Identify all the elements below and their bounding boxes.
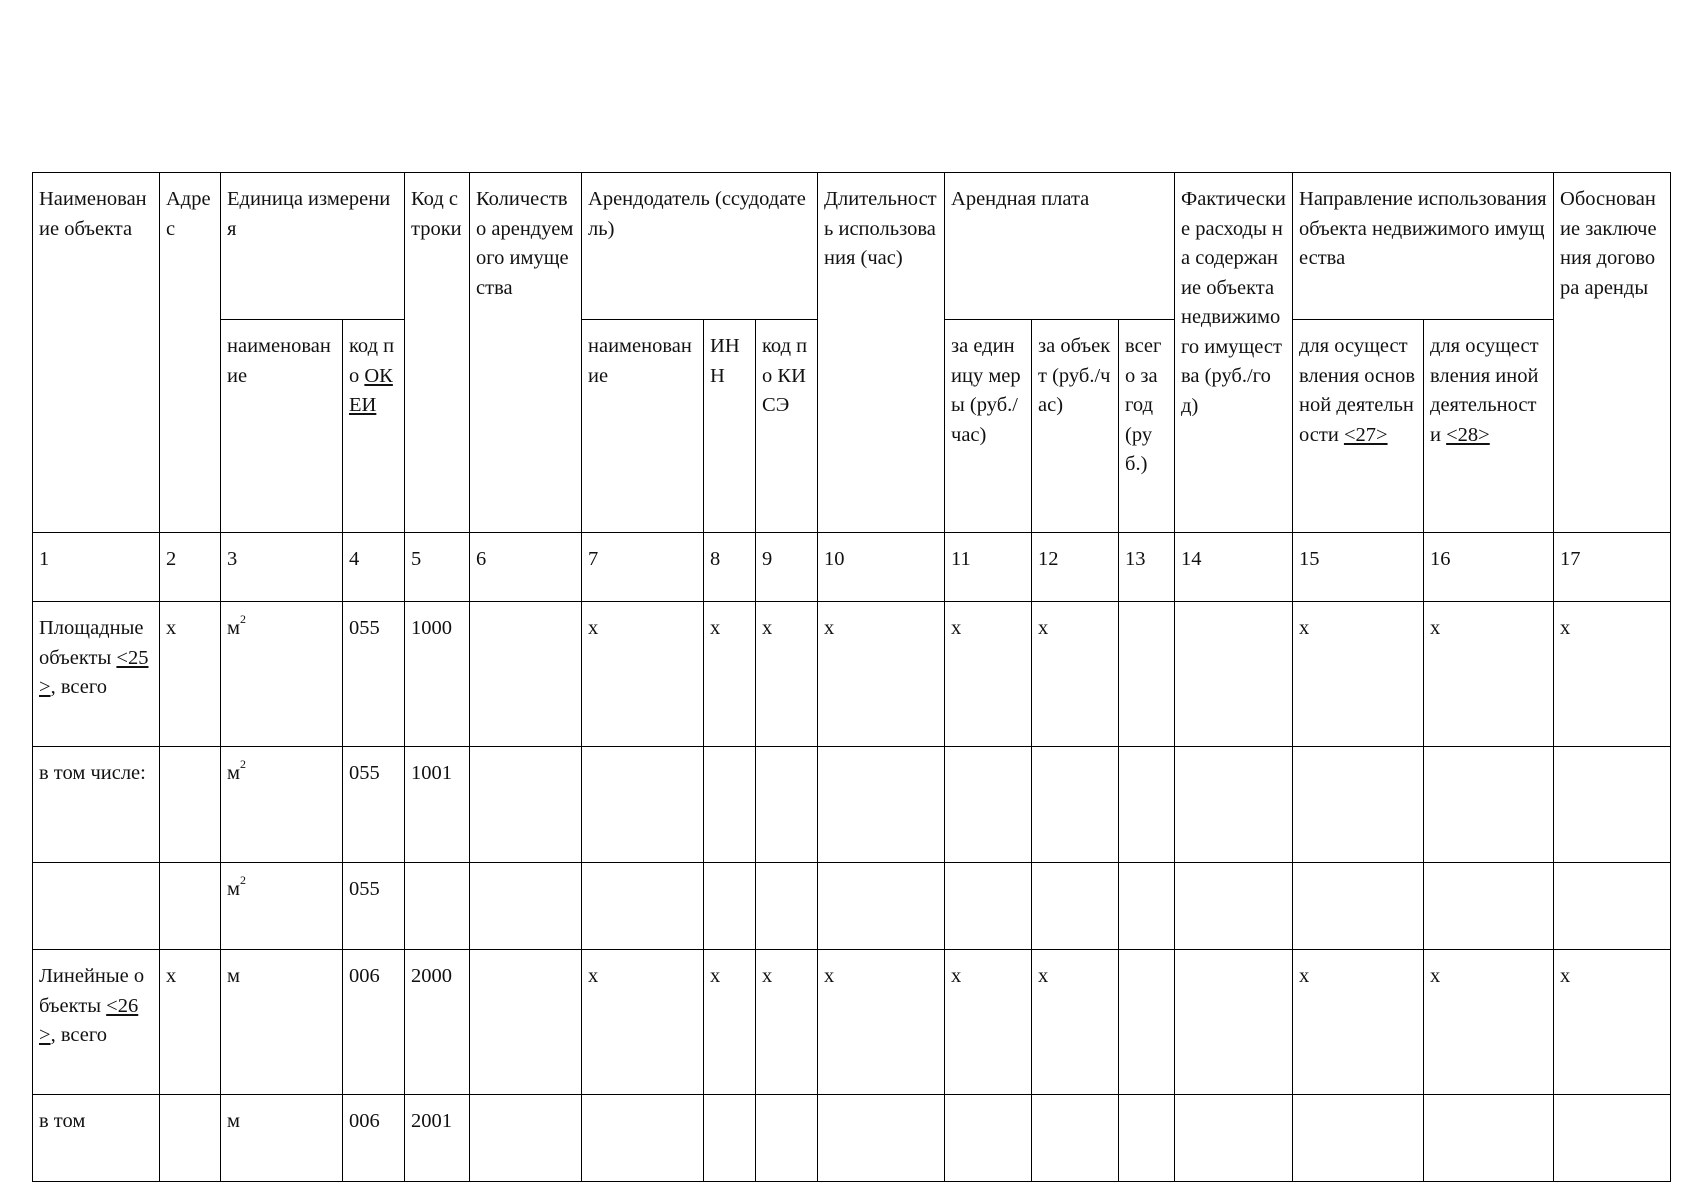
header-duration: Длительность использования (час) xyxy=(818,173,945,533)
unit-text: м xyxy=(227,617,240,639)
cell-dir-main xyxy=(1293,747,1424,863)
cell-duration: x xyxy=(818,950,945,1095)
cell-rent-unit xyxy=(945,747,1032,863)
cell-address: x xyxy=(160,602,221,747)
cell-kise xyxy=(756,1095,818,1182)
cell-address xyxy=(160,747,221,863)
row-name-suffix: , всего xyxy=(50,676,107,698)
cell-duration xyxy=(818,863,945,950)
cell-unit xyxy=(221,863,343,950)
header-justification: Обоснование заключения договора аренды xyxy=(1554,173,1671,533)
column-numbers-row xyxy=(33,533,1671,602)
cell-quantity xyxy=(470,602,582,747)
cell-kise: x xyxy=(756,950,818,1095)
header-direction-other xyxy=(1424,320,1554,533)
footnote-26-link[interactable]: <26> xyxy=(39,994,139,1046)
cell-line-code: 2001 xyxy=(405,1095,470,1182)
cell-rent-object xyxy=(1032,863,1119,950)
column-number: 3 xyxy=(221,533,343,602)
cell-actual-costs xyxy=(1175,602,1293,747)
cell-inn: x xyxy=(704,950,756,1095)
header-lessor-inn: ИНН xyxy=(704,320,756,533)
cell-duration xyxy=(818,747,945,863)
table-row-area-total xyxy=(33,602,1671,747)
cell-line-code: 1001 xyxy=(405,747,470,863)
cell-rent-year xyxy=(1119,1095,1175,1182)
header-actual-costs: Фактические расходы на содержание объекта недвижимого имущества (руб./год) xyxy=(1175,173,1293,533)
cell-quantity xyxy=(470,950,582,1095)
cell-okei: 006 xyxy=(343,1095,405,1182)
cell-okei: 055 xyxy=(343,747,405,863)
cell-rent-unit: x xyxy=(945,950,1032,1095)
unit-superscript: 2 xyxy=(239,757,246,772)
cell-justification xyxy=(1554,1095,1671,1182)
cell-inn xyxy=(704,863,756,950)
cell-rent-unit xyxy=(945,1095,1032,1182)
cell-dir-main xyxy=(1293,863,1424,950)
column-number: 14 xyxy=(1175,533,1293,602)
cell-rent-object xyxy=(1032,1095,1119,1182)
row-name-cell: в том числе: xyxy=(33,747,160,863)
cell-dir-other xyxy=(1424,747,1554,863)
column-number: 9 xyxy=(756,533,818,602)
cell-duration: x xyxy=(818,602,945,747)
row-name-cell xyxy=(33,863,160,950)
column-number: 17 xyxy=(1554,533,1671,602)
cell-rent-object: x xyxy=(1032,602,1119,747)
column-number: 1 xyxy=(33,533,160,602)
okei-link[interactable]: ОКЕИ xyxy=(349,364,393,416)
footnote-27-link[interactable]: <27> xyxy=(1343,423,1388,446)
header-lessor-name: наименование xyxy=(582,320,704,533)
cell-rent-unit: x xyxy=(945,602,1032,747)
unit-text: м xyxy=(227,762,240,784)
cell-address xyxy=(160,863,221,950)
cell-rent-object xyxy=(1032,747,1119,863)
row-name-cell: в том xyxy=(33,1095,160,1182)
table-row-area-including xyxy=(33,747,1671,863)
cell-unit xyxy=(221,747,343,863)
cell-quantity xyxy=(470,747,582,863)
cell-quantity xyxy=(470,1095,582,1182)
cell-rent-year xyxy=(1119,863,1175,950)
header-row-1 xyxy=(33,173,1671,320)
cell-dir-other: x xyxy=(1424,950,1554,1095)
footnote-28-link[interactable]: <28> xyxy=(1446,423,1490,446)
cell-rent-year xyxy=(1119,602,1175,747)
cell-line-code: 1000 xyxy=(405,602,470,747)
cell-rent-object: x xyxy=(1032,950,1119,1095)
cell-rent-year xyxy=(1119,950,1175,1095)
cell-kise: x xyxy=(756,602,818,747)
column-number: 13 xyxy=(1119,533,1175,602)
column-number: 8 xyxy=(704,533,756,602)
header-direction: Направление использования объекта недвижимого имущества xyxy=(1293,173,1554,320)
cell-inn: x xyxy=(704,602,756,747)
cell-lessor-name xyxy=(582,747,704,863)
cell-lessor-name: x xyxy=(582,950,704,1095)
column-number: 4 xyxy=(343,533,405,602)
cell-unit: м xyxy=(221,950,343,1095)
cell-justification xyxy=(1554,863,1671,950)
cell-dir-main xyxy=(1293,1095,1424,1182)
cell-duration xyxy=(818,1095,945,1182)
header-lessor: Арендодатель (ссудодатель) xyxy=(582,173,818,320)
row-name-text: Линейные объекты xyxy=(39,965,145,1017)
cell-lessor-name xyxy=(582,1095,704,1182)
row-name-cell xyxy=(33,950,160,1095)
cell-dir-other xyxy=(1424,863,1554,950)
header-object-name: Наименование объекта xyxy=(33,173,160,533)
cell-justification xyxy=(1554,747,1671,863)
unit-text: м xyxy=(227,878,240,900)
header-rent-per-year: всего за год (руб.) xyxy=(1119,320,1175,533)
cell-okei: 055 xyxy=(343,863,405,950)
header-unit: Единица измерения xyxy=(221,173,405,320)
cell-justification: x xyxy=(1554,950,1671,1095)
column-number: 2 xyxy=(160,533,221,602)
cell-inn xyxy=(704,747,756,863)
header-line-code: Код строки xyxy=(405,173,470,533)
cell-kise xyxy=(756,747,818,863)
column-number: 7 xyxy=(582,533,704,602)
cell-okei: 055 xyxy=(343,602,405,747)
cell-actual-costs xyxy=(1175,950,1293,1095)
cell-kise xyxy=(756,863,818,950)
table-row-linear-including xyxy=(33,1095,1671,1182)
cell-line-code xyxy=(405,863,470,950)
column-number: 11 xyxy=(945,533,1032,602)
cell-actual-costs xyxy=(1175,747,1293,863)
header-unit-code xyxy=(343,320,405,533)
cell-lessor-name: x xyxy=(582,602,704,747)
cell-line-code: 2000 xyxy=(405,950,470,1095)
cell-lessor-name xyxy=(582,863,704,950)
cell-dir-other xyxy=(1424,1095,1554,1182)
table-row-area-blank xyxy=(33,863,1671,950)
footnote-25-link[interactable]: <25> xyxy=(39,646,149,698)
unit-superscript: 2 xyxy=(239,612,246,627)
direction-other-text: для осуществления иной деятельности xyxy=(1430,335,1539,446)
cell-unit: м xyxy=(221,1095,343,1182)
unit-superscript: 2 xyxy=(239,873,246,888)
column-number: 15 xyxy=(1293,533,1424,602)
direction-main-text: для осуществления основной деятельности xyxy=(1299,335,1416,446)
header-rent-per-unit: за единицу меры (руб./час) xyxy=(945,320,1032,533)
header-unit-code-prefix: код по xyxy=(349,335,395,387)
cell-actual-costs xyxy=(1175,1095,1293,1182)
header-quantity: Количество арендуемого имущества xyxy=(470,173,582,533)
cell-dir-main: x xyxy=(1293,602,1424,747)
table-row-linear-total xyxy=(33,950,1671,1095)
cell-unit xyxy=(221,602,343,747)
header-address: Адрес xyxy=(160,173,221,533)
row-name-text: Площадные объекты xyxy=(39,617,144,669)
column-number: 10 xyxy=(818,533,945,602)
cell-actual-costs xyxy=(1175,863,1293,950)
header-lessor-kise: код по КИСЭ xyxy=(756,320,818,533)
cell-justification: x xyxy=(1554,602,1671,747)
cell-address xyxy=(160,1095,221,1182)
column-number: 12 xyxy=(1032,533,1119,602)
cell-okei: 006 xyxy=(343,950,405,1095)
cell-dir-main: x xyxy=(1293,950,1424,1095)
header-rent: Арендная плата xyxy=(945,173,1175,320)
header-rent-per-object: за объект (руб./час) xyxy=(1032,320,1119,533)
cell-rent-year xyxy=(1119,747,1175,863)
cell-dir-other: x xyxy=(1424,602,1554,747)
column-number: 16 xyxy=(1424,533,1554,602)
cell-address: x xyxy=(160,950,221,1095)
column-number: 5 xyxy=(405,533,470,602)
column-number: 6 xyxy=(470,533,582,602)
header-unit-name: наименование xyxy=(221,320,343,533)
rent-objects-table xyxy=(32,172,1671,1182)
cell-rent-unit xyxy=(945,863,1032,950)
cell-inn xyxy=(704,1095,756,1182)
cell-quantity xyxy=(470,863,582,950)
row-name-cell xyxy=(33,602,160,747)
row-name-suffix: , всего xyxy=(50,1024,107,1046)
header-direction-main xyxy=(1293,320,1424,533)
